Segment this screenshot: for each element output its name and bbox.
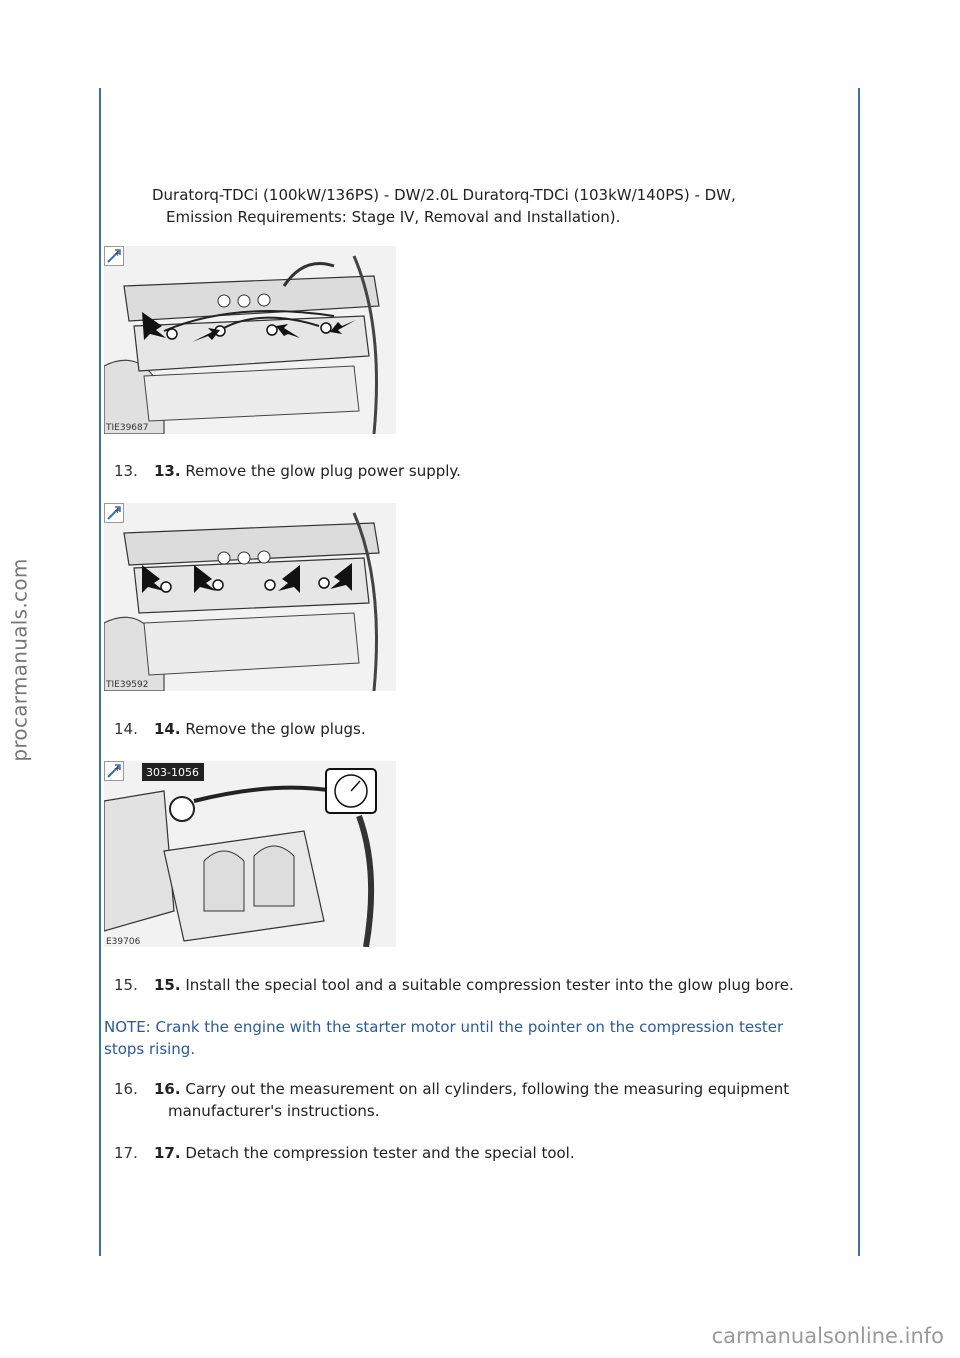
note-text: NOTE: Crank the engine with the starter motor until the pointer on the compression tester stops rising. [104, 1018, 784, 1058]
continued-line-2: Emission Requirements: Stage IV, Removal and Installation). [166, 208, 621, 226]
left-margin-rule [99, 88, 101, 1256]
step-17 [114, 1142, 854, 1164]
step-13 [114, 460, 854, 482]
right-margin-rule [858, 88, 860, 1256]
step-text: Carry out the measurement on all cylinders, following the measuring equipment [185, 1080, 790, 1098]
figure-glow-plugs[interactable] [104, 503, 396, 691]
step-text: Remove the glow plugs. [185, 720, 366, 738]
figure-compression-tester[interactable] [104, 761, 396, 947]
step-bold-number: 14. [154, 720, 181, 738]
svg-text:+: + [114, 249, 121, 258]
figure-label: TIE39687 [106, 423, 149, 433]
step-number: 17. [114, 1144, 138, 1162]
step-bold-number: 17. [154, 1144, 181, 1162]
magnify-plus-icon[interactable] [104, 503, 124, 523]
magnify-plus-icon[interactable] [104, 761, 124, 781]
figure-glow-plug-harness[interactable] [104, 246, 396, 434]
step-bold-number: 15. [154, 976, 181, 994]
continued-line-1: Duratorq-TDCi (100kW/136PS) - DW/2.0L Duratorq-TDCi (103kW/140PS) - DW, [152, 186, 736, 204]
step-bold-number: 13. [154, 462, 181, 480]
engine-illustration-1 [104, 246, 396, 434]
svg-text:+: + [114, 506, 121, 515]
step-number: 15. [114, 976, 138, 994]
step-15 [114, 974, 854, 996]
side-watermark [0, 540, 40, 780]
figure-label: TIE39592 [106, 680, 149, 690]
footer-watermark: carmanualsonline.info [711, 1324, 944, 1348]
side-watermark-text: procarmanuals.com [8, 558, 32, 762]
step-number: 16. [114, 1080, 138, 1098]
step-text-continued: manufacturer's instructions. [168, 1102, 380, 1120]
svg-text:+: + [114, 764, 121, 773]
magnify-plus-icon[interactable] [104, 246, 124, 266]
engine-illustration-2 [104, 503, 396, 691]
step-text: Install the special tool and a suitable compression tester into the glow plug bore. [185, 976, 794, 994]
continued-paragraph [152, 184, 842, 228]
tool-label: 303-1056 [146, 766, 199, 779]
step-16 [114, 1078, 854, 1122]
figure-label: E39706 [106, 937, 141, 947]
step-bold-number: 16. [154, 1080, 181, 1098]
step-text: Remove the glow plug power supply. [185, 462, 461, 480]
step-number: 13. [114, 462, 138, 480]
step-text: Detach the compression tester and the special tool. [185, 1144, 575, 1162]
engine-illustration-3 [104, 761, 396, 947]
step-number: 14. [114, 720, 138, 738]
step-14 [114, 718, 854, 740]
